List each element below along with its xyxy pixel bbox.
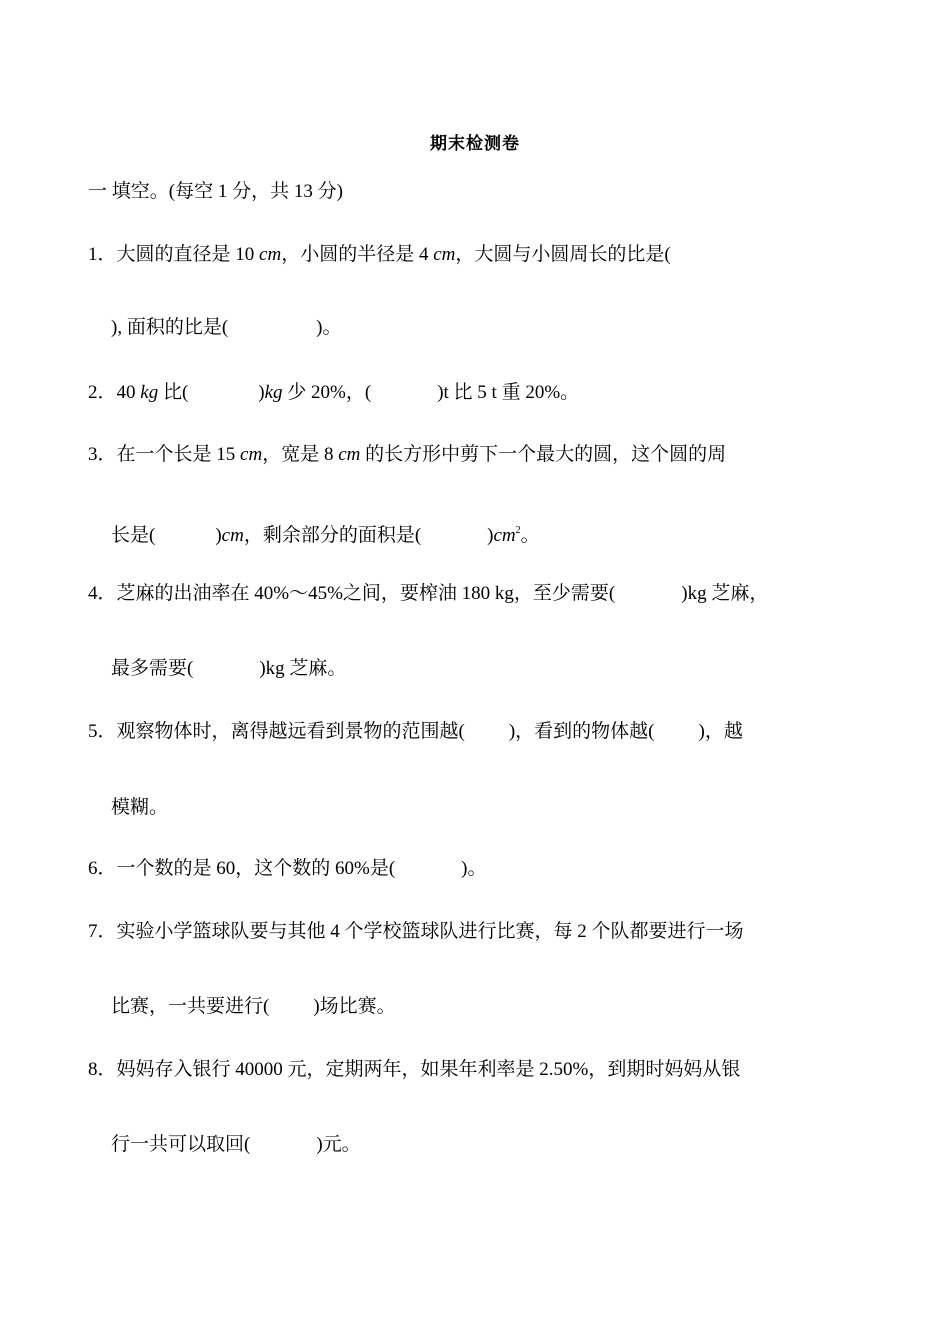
text: ，小圆的半径是 4 bbox=[281, 244, 434, 265]
question-number: 7． bbox=[88, 921, 117, 942]
text: ) bbox=[215, 525, 222, 546]
text: ) bbox=[487, 525, 494, 546]
question-3-line-1 bbox=[88, 443, 726, 467]
text: )kg 芝麻。 bbox=[259, 658, 347, 679]
text: 观察物体时，离得越远看到景物的范围越( bbox=[116, 721, 465, 742]
text: )。 bbox=[461, 858, 487, 879]
unit: cm bbox=[433, 244, 456, 265]
question-2 bbox=[88, 381, 579, 405]
question-7-line-2 bbox=[111, 995, 396, 1019]
text: 少 20%，( bbox=[282, 382, 372, 403]
text: ) bbox=[258, 382, 265, 403]
unit: cm bbox=[259, 244, 282, 265]
section-heading: 一 填空。(每空 1 分，共 13 分) bbox=[88, 181, 343, 202]
unit: kg bbox=[264, 382, 283, 403]
unit: cm bbox=[493, 525, 516, 546]
question-7-line-1 bbox=[88, 920, 744, 944]
question-8-line-2 bbox=[111, 1133, 361, 1157]
text: 妈妈存入银行 40000 元，定期两年，如果年利率是 2.50%，到期时妈妈从银 bbox=[116, 1059, 741, 1080]
question-6 bbox=[88, 857, 487, 881]
text: 实验小学篮球队要与其他 4 个学校篮球队进行比赛，每 2 个队都要进行一场 bbox=[116, 921, 744, 942]
text: )，越 bbox=[698, 721, 743, 742]
unit: kg bbox=[140, 382, 159, 403]
text: ，剩余部分的面积是( bbox=[243, 525, 422, 546]
question-number: 2． bbox=[88, 382, 117, 403]
question-3-line-2 bbox=[111, 519, 540, 548]
text: ), 面积的比是( bbox=[111, 317, 229, 338]
text: 最多需要( bbox=[111, 658, 194, 679]
question-8-line-1 bbox=[88, 1058, 740, 1082]
text: 。 bbox=[520, 525, 540, 546]
question-4-line-2 bbox=[111, 657, 346, 681]
text: )元。 bbox=[316, 1134, 361, 1155]
text: 行一共可以取回( bbox=[111, 1134, 251, 1155]
text: 的长方形中剪下一个最大的圆，这个圆的周 bbox=[360, 444, 727, 465]
text: 在一个长是 15 bbox=[116, 444, 241, 465]
text: 40 bbox=[116, 382, 141, 403]
text: 大圆的直径是 10 bbox=[116, 244, 260, 265]
question-5-line-1 bbox=[88, 720, 743, 744]
question-number: 1． bbox=[88, 244, 117, 265]
question-5-line-2: 模糊。 bbox=[111, 797, 169, 818]
question-number: 8． bbox=[88, 1059, 117, 1080]
superscript: 2 bbox=[515, 525, 521, 536]
question-number: 4． bbox=[88, 583, 117, 604]
text: 长是( bbox=[111, 525, 156, 546]
unit: cm bbox=[338, 444, 361, 465]
question-4-line-1 bbox=[88, 582, 768, 606]
text: 芝麻的出油率在 40%～45%之间，要榨油 180 kg，至少需要( bbox=[116, 583, 616, 604]
text: )，看到的物体越( bbox=[508, 721, 655, 742]
text: 比赛，一共要进行( bbox=[111, 996, 270, 1017]
question-number: 3． bbox=[88, 444, 117, 465]
text: ，宽是 8 bbox=[262, 444, 339, 465]
question-number: 5． bbox=[88, 721, 117, 742]
text: )场比赛。 bbox=[313, 996, 396, 1017]
text: 一个数的是 60，这个数的 60%是( bbox=[116, 858, 396, 879]
text: 比( bbox=[158, 382, 189, 403]
page-title: 期末检测卷 bbox=[430, 134, 520, 154]
unit: cm bbox=[221, 525, 244, 546]
text: )。 bbox=[316, 317, 342, 338]
question-1-line-1 bbox=[88, 243, 671, 267]
text: ，大圆与小圆周长的比是( bbox=[455, 244, 671, 265]
question-number: 6． bbox=[88, 858, 117, 879]
question-1-line-2 bbox=[111, 316, 341, 340]
text: )kg 芝麻， bbox=[681, 583, 769, 604]
unit: cm bbox=[240, 444, 263, 465]
text: )t 比 5 t 重 20%。 bbox=[437, 382, 580, 403]
